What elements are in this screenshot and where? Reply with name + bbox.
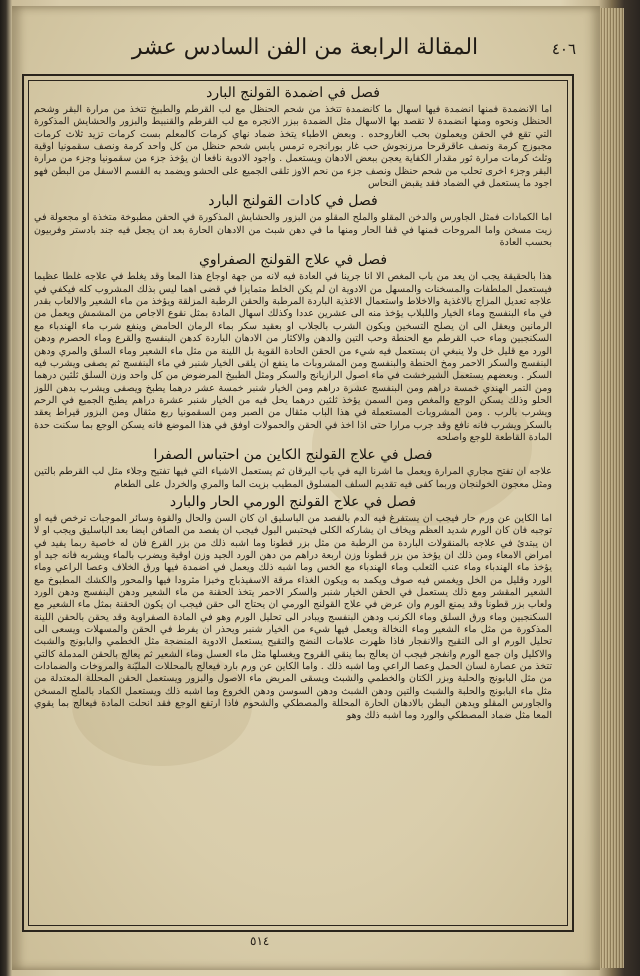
page-edges — [600, 8, 624, 968]
section-heading: فصل في علاج القولنج الكاين من احتباس الصفرا — [153, 447, 433, 464]
section-heading: فصل في اضمدة القولنج البارد — [206, 85, 380, 101]
section-body: اما الكمادات فمثل الجاورس والدخن المقلو والملح المقلو من البزور والحشايش المذكورة في الحقن مطبوخة متخذة او مجعولة في زيت مسخن واما المروحات فمنها في قفا الحار ومنها ما في دهن شبث من الادهان الحارة بعد ان يجعل فيه جند بادستر وفربيون بحسب العادة — [34, 212, 552, 249]
catchword: ٥١٤ — [250, 934, 270, 948]
text-frame — [22, 74, 574, 932]
running-head: المقالة الرابعة من الفن السادس عشر — [131, 35, 479, 60]
section-body: اما الكاين عن ورم حار فيجب ان يستفرغ فيه الدم بالفصد من الباسليق ان كان السن والحال والقوة وسائر الموجبات ترخص فيه او توجبه فان كان الورم شديد العظم ويخاف ان يشاركه الكلى فيحتبس البول فيجب ان يفصد من الصافن ايضا بعد الباسليق ويجب او لا ان يبتدئ في علاجه بالمنقولات الباردة من الرطبة من مثل بزر قطونا وما اشبه ذلك من بزر القرع فان له خاصية ربما يفيد في امراض الامعاء ومن ذلك ان يؤخذ من بزر قطونا وزن اربعة دراهم من دهن الورد الجيد وزن اوقية ويضرب بالماء ويشربه فانه جيد او يؤخذ ماء الهندباء وماء عنب الثعلب وماء الهندباء مع الخس وما اشبه ذلك ويعمل في اضمدة فيها ورق الخلاف وعصا الراعي وماء الورد وقليل من الخل ويغمس فيه صوف ويكمد به ويكون الغذاء مرقة الاسفيذباج وخبزا مثرودا فيها والمحور والكشك المطبوخ مع الشعير المقشر ومع ذلك يستعمل في الحقن الخيار شنبر والسكر الاحمر يتخذ الحقنة من ماء الشعير ودهن البنفسج ودهن الورد ولعاب بزر قطونا وقد يمنع الورم وان عرض في علاج القولنج الورمي ان يحتاج الى حقن فيجب ان يكون الحقنة بمثل ماء الشعير مع السكنجبين وماء ورق السلق وماء الكرنب ودهن البنفسج ويبادر الى تحليل الورم وهو في المادة الصفراوية وقد يحقن بالحقن اللينة المذكورة من مثل ماء الشعير وماء النخالة ويعمل فيها شيء من الخيار شنبر ويحذر ان يفرط في الحقن والمسهلات ويسعى الى تحليل الورم او الى التقيح والانفجار فاذا ظهرت علامات النضج والتقيح يستعمل الادوية المنضجة مثل الخطمي والبابونج والشبث والاكليل وان جمع الورم وانفجر فيجب ان يعالج بما ينقي القروح ويغسلها مثل ماء العسل وماء الشعير ثم يعالج بالحقن المدملة كالتي تتخذ من عصارة لسان الحمل وعصا الراعي وما اشبه ذلك . واما الكاين عن ورم بارد فيعالج بالمحللات المليّنة والمروخات والضمادات من مثل البابونج والحلبة وبزر الكتان والخطمي والشبث ويسقى المريض ماء الاصول والبزور ويستعمل الحقن المحللة المعتدلة من مثل ماء البابونج والحلبة والشبث والتين ودهن الشبث ودهن السوسن ودهن الخروع وما اشبه ذلك ويستعمل الكماد بالملح المسخن والجاورس المقلو ويدهن البطن بالادهان الحارة المحللة والمصطكي والشحوم فاذا ارتفع الوجع فقد انحلت المادة فيعالج بما يقوي المعا مثل ضماد المصطكي والورد وما اشبه ذلك وهو — [34, 512, 552, 722]
text-block — [34, 82, 552, 916]
section-body: هذا بالحقيقة يجب ان يعد من باب المغص الا انا جرينا في العادة فيه لانه من جهة اوجاع هذا المعا وقد يغلط في علاجه غلطا عظيما فيستعمل الملطفات والمسخنات والمسهل من الادوية ان لم يكن الخلط متمايزا في قضى اهما ليس بذلك المشروب كله فيكفي في علاجه تعديل المزاج بالاغذية والاخلاط واستعمال الاغذية الباردة المرطبة والحقن الرطبة المزلقة ويؤخذ من ماء الشعير والالعاب بقدر في ماء البنفسج وماء الخيار واللبلاب يؤخذ منه الى عشرين عددا وكذلك اسهال المادة بمثل نقوع الاجاص من المشمش ويعمل من الرمانين ويعقل الى ان يصلح التسخين ويكون الشرب بالجلاب او بعقيد سكر بماء الرمان الحامض وينفع شرب ماء الهندباء مع السكنجبين وماء حب القرطم مع الحنطة وحب التين والدهن والاكثار من الادهان الباردة كدهن البنفسج والقرع وماء الحصرم ودهن الورد مع قليل خل ولا ينبغي ان يستعمل فيه شيء من الحقن الحادة القوية بل اللينة من مثل ماء الشعير وماء السلق والمري ودهن البنفسج والسكر الاحمر ومخ الحنطة والبنفسج ومن المشروبات ما ينفع ان يلقى الخيار شنبر في ماء البنفسج ثم يصفى ويشرب فيه السكر . وبعضهم يستعمل الشيرخشت في ماء اصول الرازيانج والسكر ومثل الطبيخ المرضوض من كل واحد وزن السلق ثلثين درهما ومن التمر الهندي خمسة دراهم ومن البنفسج عشرة دراهم ومن الخيار شنبر خمسة عشر درهما يطبخ ويصفى ويشرب بدهن اللوز الحلو وذلك يسكن الوجع والمغص ومن السمن يؤخذ ثلثين درهما يحل فيه من الخيار شنبر عشرة دراهم يطبخ الجميع في الرحم ويشرب بالرب . ومن المشروبات المستعملة في هذا الباب مثقال من الصبر ومن السقمونيا ربع مثقال ومن البزور قيراط يعقد بالسكر ويشرب فانه نافع وقد جرب مرارا حتى اذا اخذ في الحقن والحمولات اوفق في هذا الموضع فانه يسكن الوجع بما سكنت حدة المادة القاطعة للوجع واصلحه — [34, 271, 552, 443]
section-bilious-colic — [34, 251, 552, 444]
section-bile-retention-colic — [34, 446, 552, 491]
section-heading: فصل في علاج القولنج الورمي الحار والبارد — [169, 493, 417, 510]
section-heading: فصل في علاج القولنج الصفراوي — [198, 252, 388, 269]
section-body: علاجه ان تفتح مجاري المرارة ويعمل ما اشرنا اليه في باب اليرقان ثم يستعمل الاشياء التي فيها تفتيح وجلاء مثل لب القرطم بالتين ومثل معجون الخولنجان وربما كفى فيه تقديم السلف المسلوق المطيب بزيت الما والمري والخردل على الطعام — [34, 466, 552, 490]
section-body: اما الانضمدة فمنها انضمدة فيها اسهال ما كانضمدة تتخذ من شحم الحنظل مع لب القرطم والطبيخ تتخذ من مرارة البقر وشحم الحنظل ونحوه ومنها انضمدة لا تقصد بها الاسهال مثل الضمدة ببزر الانجره مع لب القرطم والقنبيط والبزور والحشايش المذكورة التي تقع في الحقن ويعملون بحب الغاروحده . وبعض الاطباء يتخذ ضماد نهاي كرمات كالمعلم بست كرمات تزيد ثلاث كرمات مجبوزج كرمة ونصف عاقرقرحا مرزنجوش حب غار بورانجره ترمس يابس شحم حنظل من كل واحد كرمة ونصف سقمونيا اوقية وثلث كرمات مرارة ثور مقدار الكفاية يعجن ببعض الادهان ويستعمل . واجود الادوية نافعا ان يؤخذ جزء من سقمونيا وجزء من مرارة البقر وجزء اخرى تحلب من شحم حنظل ونصف جزء من نحم الاوز تلقى الجميع على الحشو ويضمد به القسم الاسفل من البطن فهو اجود ما يستعمل في الضماد فقد يقبض النحاس — [34, 104, 552, 190]
section-inflammatory-colic — [34, 493, 552, 723]
folio-number: ٤٠٦ — [551, 40, 576, 58]
section-heading: فصل في كادات القولنج البارد — [208, 193, 378, 210]
section-hot-colic-poultices — [34, 84, 552, 190]
section-cold-colic-compresses — [34, 192, 552, 249]
